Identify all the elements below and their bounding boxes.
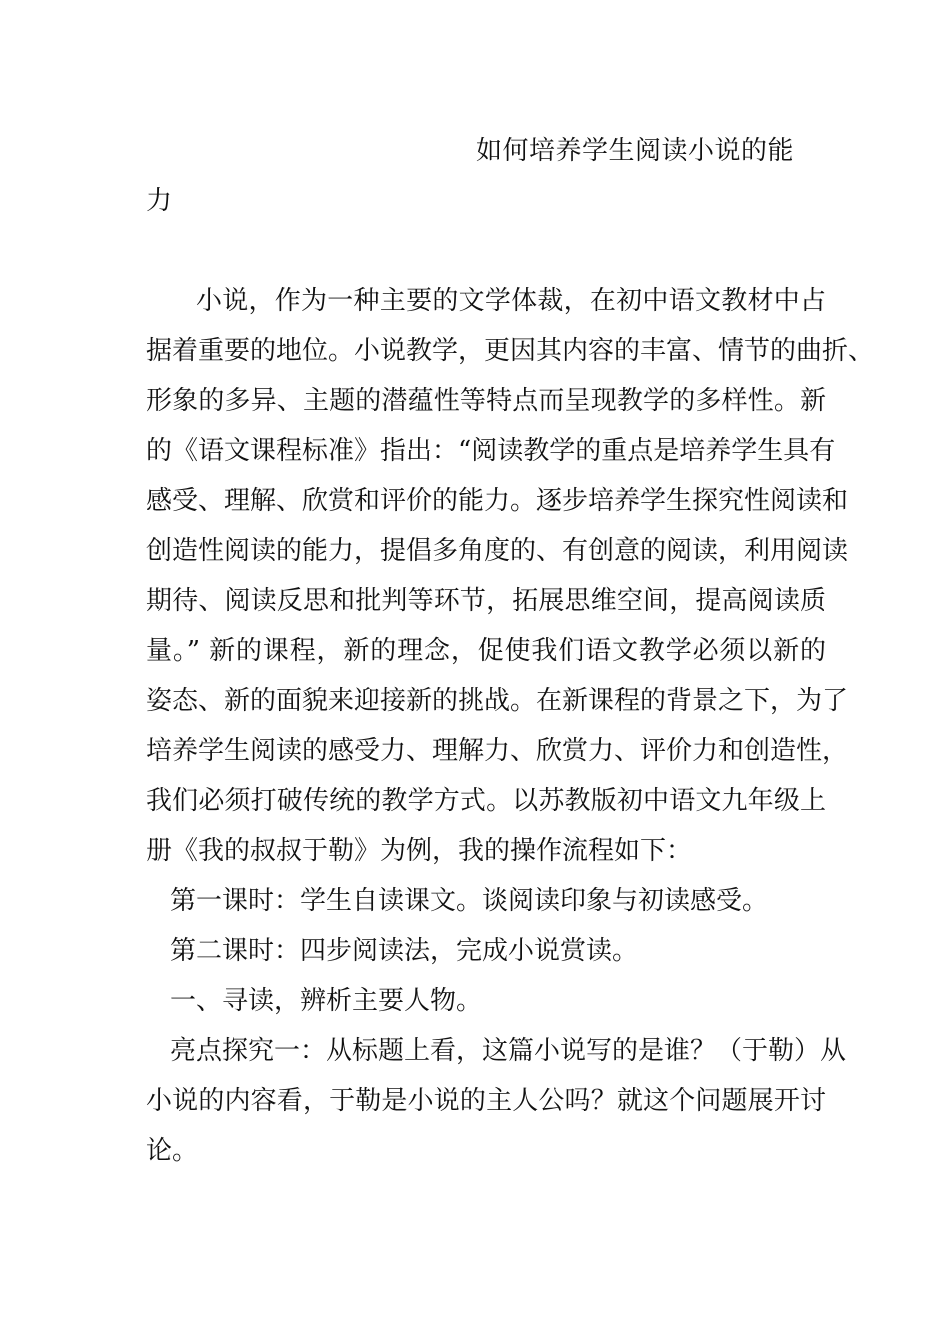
- body-line-14: 第二课时：四步阅读法，完成小说赏读。: [170, 936, 639, 966]
- body-line-15: 一、寻读，辨析主要人物。: [170, 986, 483, 1016]
- body-line-12: 册《我的叔叔于勒》为例，我的操作流程如下：: [146, 836, 693, 866]
- body-line-16: 亮点探究一：从标题上看，这篇小说写的是谁？（于勒）从: [170, 1036, 847, 1066]
- body-line-18: 论。: [146, 1136, 199, 1166]
- document-body: [146, 284, 875, 1184]
- body-line-9: 姿态、新的面貌来迎接新的挑战。在新课程的背景之下，为了: [146, 686, 849, 716]
- body-line-8: 量。” 新的课程，新的理念，促使我们语文教学必须以新的: [146, 636, 826, 666]
- body-line-11: 我们必须打破传统的教学方式。以苏教版初中语文九年级上: [146, 786, 826, 816]
- body-line-10: 培养学生阅读的感受力、理解力、欣赏力、评价力和创造性，: [146, 736, 849, 766]
- body-line-7: 期待、阅读反思和批判等环节，拓展思维空间，提高阅读质: [146, 586, 826, 616]
- body-line-17: 小说的内容看，于勒是小说的主人公吗？就这个问题展开讨: [146, 1086, 826, 1116]
- body-line-3: 形象的多异、主题的潜蕴性等特点而呈现教学的多样性。新: [146, 386, 826, 416]
- body-line-2: 据着重要的地位。小说教学，更因其内容的丰富、情节的曲折、: [146, 336, 875, 366]
- body-line-1: 小说，作为一种主要的文学体裁，在初中语文教材中占: [196, 286, 826, 316]
- body-line-5: 感受、理解、欣赏和评价的能力。逐步培养学生探究性阅读和: [146, 486, 849, 516]
- document-title-line-1: 如何培养学生阅读小说的能: [476, 136, 795, 166]
- body-line-6: 创造性阅读的能力，提倡多角度的、有创意的阅读，利用阅读: [146, 536, 849, 566]
- body-line-4: 的《语文课程标准》指出：“阅读教学的重点是培养学生具有: [146, 436, 836, 466]
- document-title-line-2: 力: [146, 186, 173, 216]
- body-line-13: 第一课时：学生自读课文。谈阅读印象与初读感受。: [170, 886, 769, 916]
